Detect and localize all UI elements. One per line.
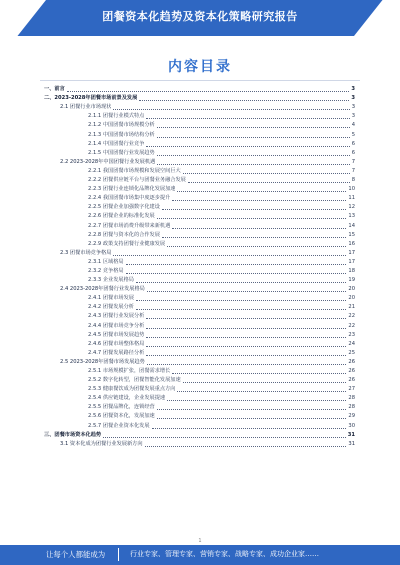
toc-entry-label: 2.3 团餐市场竞争格局 bbox=[60, 249, 112, 256]
toc-entry[interactable] bbox=[40, 267, 355, 276]
toc-entry-page: 13 bbox=[348, 213, 355, 220]
toc-entry[interactable] bbox=[40, 94, 355, 103]
toc-entry-label: 2.3.2 竞争格局 bbox=[88, 267, 124, 274]
toc-leader-dots bbox=[146, 337, 346, 338]
toc-entry-page: 16 bbox=[348, 240, 355, 247]
toc-leader-dots bbox=[183, 173, 350, 174]
toc-leader-dots bbox=[157, 409, 347, 410]
footer-divider bbox=[118, 548, 119, 561]
toc-entry-page: 12 bbox=[348, 204, 355, 211]
toc-entry-page: 10 bbox=[348, 186, 355, 193]
toc-entry[interactable] bbox=[40, 112, 355, 121]
toc-entry[interactable] bbox=[40, 231, 355, 240]
toc-entry-label: 2.2.3 团餐行业连锁化品牌化发展加速 bbox=[88, 186, 176, 193]
toc-entry-page: 31 bbox=[348, 440, 355, 447]
toc-entry-label: 2.5.6 团餐资本化，发展加速 bbox=[88, 413, 155, 420]
toc-entry-label: 2.2.4 我国团餐市场集中度逐步提升 bbox=[88, 195, 171, 202]
toc-entry-label: 2.2.5 团餐企业加强数字化建设 bbox=[88, 204, 160, 211]
toc-entry-label: 2.2.6 团餐企业的标准化发展 bbox=[88, 213, 155, 220]
toc-leader-dots bbox=[139, 100, 349, 101]
toc-leader-dots bbox=[145, 446, 347, 447]
toc-entry[interactable] bbox=[40, 121, 355, 130]
toc-entry[interactable] bbox=[40, 158, 355, 167]
toc-entry-page: 27 bbox=[348, 386, 355, 393]
toc-leader-dots bbox=[162, 237, 346, 238]
toc-entry-label: 2.1.2 中国团餐市场规模分析 bbox=[88, 122, 155, 129]
toc-leader-dots bbox=[103, 437, 346, 438]
toc-leader-dots bbox=[167, 400, 346, 401]
toc-entry-page: 28 bbox=[348, 404, 355, 411]
toc-entry-page: 7 bbox=[351, 167, 355, 174]
toc-entry[interactable] bbox=[40, 331, 355, 340]
toc-entry[interactable] bbox=[40, 412, 355, 421]
toc-entry[interactable] bbox=[40, 221, 355, 230]
toc-entry-page: 6 bbox=[351, 140, 355, 147]
toc-entry-label: 2.5 2023-2028年团餐市场发展趋势 bbox=[60, 358, 145, 365]
toc-entry[interactable] bbox=[40, 358, 355, 367]
toc-leader-dots bbox=[136, 309, 346, 310]
toc-entry-page: 6 bbox=[351, 149, 355, 156]
toc-leader-dots bbox=[167, 246, 346, 247]
toc-entry[interactable] bbox=[40, 130, 355, 139]
toc-entry-label: 2.4.3 团餐行业发展分析 bbox=[88, 313, 145, 320]
toc-leader-dots bbox=[113, 255, 346, 256]
toc-entry-page: 17 bbox=[348, 258, 355, 265]
toc-entry[interactable] bbox=[40, 421, 355, 430]
toc-entry[interactable] bbox=[40, 185, 355, 194]
toc-entry-label: 2.1.1 团餐行业模式特点 bbox=[88, 113, 145, 120]
toc-leader-dots bbox=[157, 218, 347, 219]
toc-entry-label: 2.2 2023-2028年中国团餐行业发展机遇 bbox=[60, 158, 156, 165]
toc-entry-label: 一、前言 bbox=[44, 86, 65, 93]
toc-leader-dots bbox=[146, 328, 346, 329]
toc-leader-dots bbox=[177, 391, 346, 392]
toc-entry[interactable] bbox=[40, 367, 355, 376]
toc-leader-dots bbox=[157, 127, 350, 128]
toc-entry[interactable] bbox=[40, 194, 355, 203]
toc-entry-page: 26 bbox=[348, 377, 355, 384]
toc-leader-dots bbox=[152, 428, 347, 429]
toc-leader-dots bbox=[67, 91, 350, 92]
toc-entry-label: 2.5.7 团餐企业资本化发展 bbox=[88, 422, 150, 429]
toc-entry-label: 2.2.9 政策支持团餐行业健康发展 bbox=[88, 240, 166, 247]
toc-leader-dots bbox=[183, 382, 347, 383]
toc-entry-page: 8 bbox=[351, 177, 355, 184]
toc-entry-page: 14 bbox=[348, 222, 355, 229]
toc-entry-label: 三、团餐市场资本化趋势 bbox=[44, 431, 102, 438]
toc-entry-page: 26 bbox=[348, 358, 355, 365]
toc-leader-dots bbox=[113, 109, 349, 110]
toc-entry[interactable] bbox=[40, 321, 355, 330]
toc-entry[interactable] bbox=[40, 312, 355, 321]
toc-entry-label: 2.5.1 市场规模扩张，团餐需求增长 bbox=[88, 368, 171, 374]
toc-entry-page: 21 bbox=[348, 304, 355, 311]
toc-leader-dots bbox=[172, 228, 346, 229]
toc-entry-page: 3 bbox=[351, 86, 355, 93]
toc-entry-label: 二、2023-2028年团餐市场前景及发展 bbox=[44, 95, 138, 102]
toc-entry[interactable] bbox=[40, 376, 355, 385]
toc-entry[interactable] bbox=[40, 303, 355, 312]
toc-entry-page: 19 bbox=[348, 277, 355, 284]
toc-entry-page: 18 bbox=[348, 267, 355, 274]
toc-leader-dots bbox=[172, 200, 346, 201]
toc-entry-label: 2.5.3 健康餐饮成为团餐发展重点方向 bbox=[88, 386, 176, 393]
toc-leader-dots bbox=[126, 273, 347, 274]
toc-entry-page: 22 bbox=[348, 322, 355, 329]
toc-entry-label: 2.1.5 中国团餐行业发展趋势 bbox=[88, 149, 155, 156]
toc-entry[interactable] bbox=[40, 203, 355, 212]
toc-entry[interactable] bbox=[40, 440, 355, 449]
toc-entry-page: 24 bbox=[348, 340, 355, 347]
footer-tagline: 行业专家、管理专家、营销专家、战略专家、成功企业家…… bbox=[130, 550, 319, 558]
footer-band bbox=[0, 545, 400, 565]
toc-entry-page: 29 bbox=[348, 413, 355, 420]
toc-leader-dots bbox=[146, 118, 349, 119]
toc-entry-page: 7 bbox=[351, 158, 355, 165]
toc-entry[interactable] bbox=[40, 212, 355, 221]
toc-leader-dots bbox=[162, 209, 346, 210]
toc-entry[interactable] bbox=[40, 285, 355, 294]
toc-leader-dots bbox=[146, 318, 346, 319]
toc-entry[interactable] bbox=[40, 140, 355, 149]
toc-leader-dots bbox=[147, 364, 347, 365]
toc-entry-page: 4 bbox=[351, 122, 355, 129]
toc-entry-label: 2.2.1 我国团餐市场规模和发展空间巨大 bbox=[88, 167, 181, 174]
toc-entry-label: 2.3.1 区域格局 bbox=[88, 258, 124, 265]
toc-heading: 内容目录 bbox=[168, 59, 232, 75]
toc-entry-page: 22 bbox=[348, 313, 355, 320]
toc-leader-dots bbox=[136, 282, 346, 283]
toc-entry[interactable] bbox=[40, 340, 355, 349]
report-title: 团餐资本化趋势及资本化策略研究报告 bbox=[102, 10, 298, 23]
toc-leader-dots bbox=[157, 418, 347, 419]
toc-entry-label: 3.1 资本化成为团餐行业发展新方向 bbox=[60, 440, 143, 447]
toc-entry-page: 3 bbox=[351, 95, 355, 102]
toc-leader-dots bbox=[177, 191, 346, 192]
toc-entry-label: 2.5.5 团餐品牌化，连锁经营 bbox=[88, 404, 155, 411]
toc-leader-dots bbox=[157, 137, 350, 138]
toc-entry-page: 31 bbox=[347, 431, 355, 438]
toc-entry[interactable] bbox=[40, 103, 355, 112]
toc-entry-page: 25 bbox=[348, 349, 355, 356]
toc-entry-page: 20 bbox=[348, 295, 355, 302]
toc-leader-dots bbox=[157, 164, 349, 165]
toc-entry-label: 2.2.8 团餐与资本化的合作发展 bbox=[88, 231, 160, 238]
toc-entry-label: 2.4.7 团餐发展路径分析 bbox=[88, 349, 145, 356]
toc-leader-dots bbox=[136, 300, 346, 301]
toc-entry-page: 26 bbox=[348, 368, 355, 374]
toc-entry-page: 3 bbox=[351, 113, 355, 120]
toc-entry[interactable] bbox=[40, 240, 355, 249]
toc-entry-label: 2.1.3 中国团餐市场结构分析 bbox=[88, 131, 155, 138]
toc-entry-page: 3 bbox=[351, 104, 355, 111]
toc-entry[interactable] bbox=[40, 167, 355, 176]
toc-entry-page: 28 bbox=[348, 395, 355, 402]
toc-entry[interactable] bbox=[40, 294, 355, 303]
toc-entry-label: 2.4.5 团餐市场发展趋势 bbox=[88, 331, 145, 338]
toc-entry-page: 5 bbox=[351, 131, 355, 138]
toc-entry-label: 2.5.4 供应链建设，企业发展提速 bbox=[88, 395, 166, 402]
footer-slogan: 让每个人都能成为 bbox=[46, 550, 106, 559]
toc-entry[interactable] bbox=[40, 394, 355, 403]
toc-leader-dots bbox=[147, 291, 347, 292]
toc-entry[interactable] bbox=[40, 176, 355, 185]
toc-entry[interactable] bbox=[40, 149, 355, 158]
toc-entry[interactable] bbox=[40, 276, 355, 285]
toc-heading-divider bbox=[40, 80, 360, 81]
toc-leader-dots bbox=[172, 373, 346, 374]
toc-entry-label: 2.4.1 团餐市场发展 bbox=[88, 295, 134, 302]
toc-entry-label: 2.4 2023-2028年团餐行业发展格局 bbox=[60, 286, 145, 293]
toc-entry[interactable] bbox=[40, 403, 355, 412]
toc-entry-label: 2.4.2 团餐发展分析 bbox=[88, 304, 134, 311]
toc-entry-label: 2.5.2 数字化转型，团餐智能化发展加速 bbox=[88, 377, 181, 384]
toc-entry-page: 23 bbox=[348, 331, 355, 338]
toc-entry-label: 2.4.6 团餐市场整体格局 bbox=[88, 340, 145, 347]
toc-entry-page: 20 bbox=[348, 286, 355, 293]
toc-leader-dots bbox=[146, 346, 346, 347]
toc-entry-label: 2.3.3 企业发展格局 bbox=[88, 277, 134, 284]
toc-entry-label: 2.4.4 团餐市场竞争分析 bbox=[88, 322, 145, 329]
toc-entry-label: 2.2.2 团餐供应链平台与团餐业务融合发展 bbox=[88, 177, 186, 184]
toc-entry-page: 15 bbox=[348, 231, 355, 238]
table-of-contents bbox=[40, 85, 355, 449]
toc-leader-dots bbox=[157, 155, 350, 156]
toc-entry-label: 2.1 团餐行业市场现状 bbox=[60, 104, 112, 111]
toc-entry[interactable] bbox=[40, 349, 355, 358]
toc-entry-page: 11 bbox=[348, 195, 355, 202]
toc-entry[interactable] bbox=[40, 258, 355, 267]
toc-entry[interactable] bbox=[40, 431, 355, 440]
toc-leader-dots bbox=[188, 182, 350, 183]
toc-entry-page: 30 bbox=[348, 422, 355, 429]
toc-entry-label: 2.1.4 中国团餐行业竞争 bbox=[88, 140, 145, 147]
toc-entry[interactable] bbox=[40, 85, 355, 94]
toc-entry-page: 17 bbox=[348, 249, 355, 256]
toc-leader-dots bbox=[126, 264, 347, 265]
toc-entry-label: 2.2.7 团餐市场消费升级带来新机遇 bbox=[88, 222, 171, 229]
toc-leader-dots bbox=[146, 355, 346, 356]
toc-entry[interactable] bbox=[40, 249, 355, 258]
toc-leader-dots bbox=[146, 146, 349, 147]
page-number: 1 bbox=[198, 538, 202, 544]
toc-entry[interactable] bbox=[40, 385, 355, 394]
